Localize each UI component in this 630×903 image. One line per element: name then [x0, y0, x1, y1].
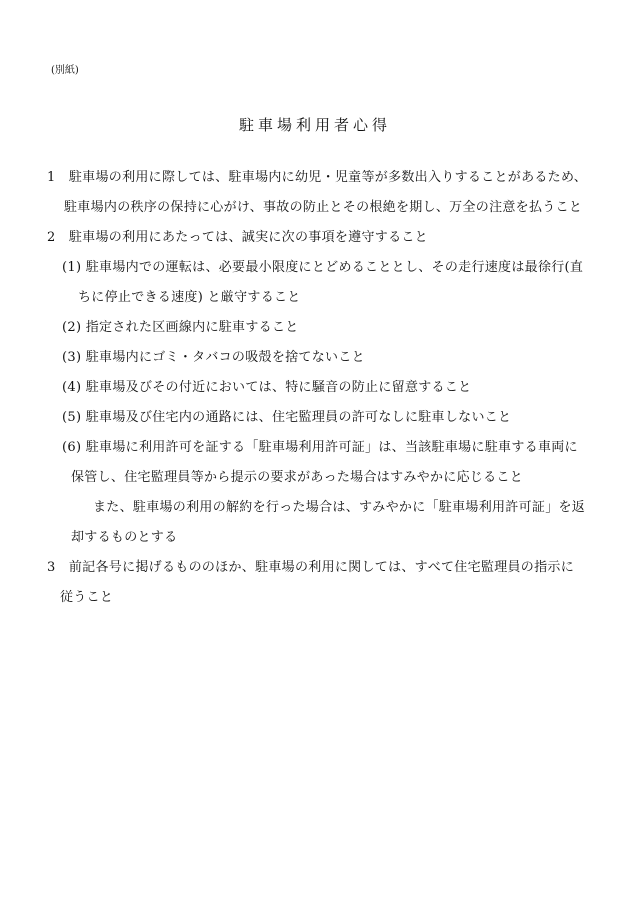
item-3-line-1: 3 前記各号に掲げるもののほか、駐車場の利用に関しては、すべて住宅監理員の指示に [47, 560, 575, 575]
item-2-line-1: 2 駐車場の利用にあたっては、誠実に次の事項を遵守すること [47, 230, 428, 245]
item-1-line-2: 駐車場内の秩序の保持に心がけ、事故の防止とその根絶を期し、万全の注意を払うこと [64, 200, 583, 215]
subitem-6-line-1: (6) 駐車場に利用許可を証する「駐車場利用許可証」は、当該駐車場に駐車する車両に [62, 440, 578, 455]
subitem-5: (5) 駐車場及び住宅内の通路には、住宅監理員の許可なしに駐車しないこと [62, 410, 512, 425]
annex-label: (別紙) [51, 65, 79, 76]
subitem-4: (4) 駐車場及びその付近においては、特に騒音の防止に留意すること [62, 380, 472, 395]
item-3-line-2: 従うこと [60, 590, 114, 605]
document-title: 駐車場利用者心得 [238, 116, 391, 134]
subitem-1-line-1: (1) 駐車場内での運転は、必要最小限度にとどめることとし、その走行速度は最徐行(直 [62, 260, 584, 275]
subitem-1-line-2: ちに停止できる速度) と厳守すること [78, 290, 301, 305]
subitem-3: (3) 駐車場内にゴミ・タバコの吸殻を捨てないこと [62, 350, 365, 365]
subitem-2: (2) 指定された区画線内に駐車すること [62, 320, 299, 335]
subitem-6-line-4: 却するものとする [71, 530, 178, 545]
subitem-6-line-3: また、駐車場の利用の解約を行った場合は、すみやかに「駐車場利用許可証」を返 [93, 500, 586, 515]
subitem-6-line-2: 保管し、住宅監理員等から提示の要求があった場合はすみやかに応じること [71, 470, 524, 485]
item-1-line-1: 1 駐車場の利用に際しては、駐車場内に幼児・児童等が多数出入りすることがあるため、 [47, 170, 588, 185]
